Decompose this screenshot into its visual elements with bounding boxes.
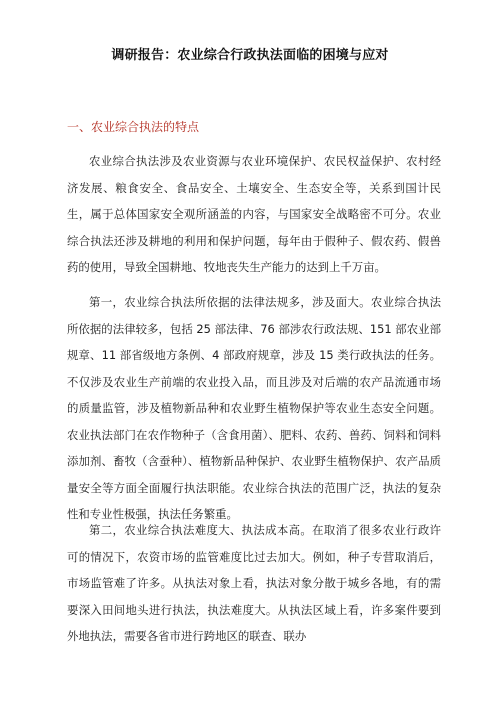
paragraph-3: 第二，农业综合执法难度大、执法成本高。在取消了很多农业行政许可的情况下，农资市场的监管难度比过去加大。例如，种子专营取消后，市场监管难了许多。从执法对象上看，执法对象分散于城乡各地，有的需要深入田间地头进行执法，执法难度大。从执法区域上看，许多案件要到外地执法，需要各省市进行跨地区的联查、联办 [67, 523, 441, 643]
paragraph-2: 第一，农业综合执法所依据的法律法规多，涉及面大。农业综合执法所依据的法律较多，包括 25 部法律、76 部涉农行政法规、151 部农业部规章、11 部省级地方条例、4 部政府规章，涉及 15 类行政执法的任务。不仅涉及农业生产前端的农业投入品，而且涉及对后端的农产品流通市场的质量监管，涉及植物新品种和农业野生植物保护等农业生态安全问题。农业执法部门在农作物种子（含食用菌）、肥料、农药、兽药、饲料和饲料添加剂、畜牧（含蚕种）、植物新品种保护、农业野生植物保护、农产品质量安全等方面全面履行执法职能。农业综合执法的范围广泛，执法的复杂性和专业性极强，执法任务繁重。 [67, 295, 441, 521]
paragraph-1: 农业综合执法涉及农业资源与农业环境保护、农民权益保护、农村经济发展、粮食安全、食品安全、土壤安全、生态安全等，关系到国计民生，属于总体国家安全观所涵盖的内容，与国家安全战略密不可分。农业综合执法还涉及耕地的利用和保护问题，每年由于假种子、假农药、假兽药的使用，导致全国耕地、牧地丧失生产能力的达到上千万亩。 [67, 154, 441, 274]
document-title: 调研报告：农业综合行政执法面临的困境与应对 [111, 48, 389, 63]
section-heading: 一、农业综合执法的特点 [67, 120, 200, 134]
